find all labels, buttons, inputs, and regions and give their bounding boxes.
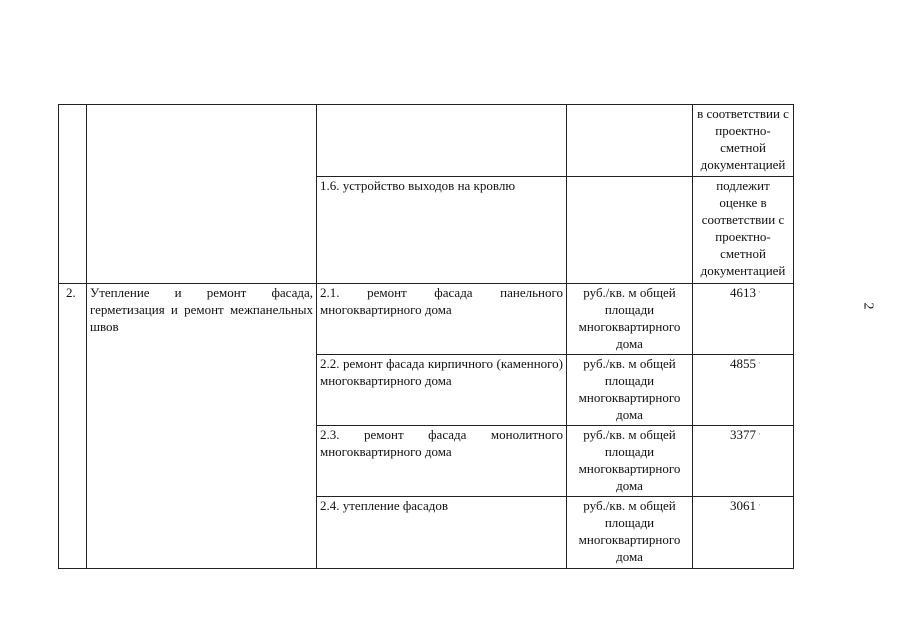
- cell-unit: руб./кв. м общей площади многоквартирного дома: [567, 497, 693, 569]
- tick-mark: ·: [758, 287, 761, 297]
- cell-value: подлежит оценке в соответствии с проектно-сметной документацией: [693, 177, 794, 284]
- cell-work-empty: [317, 105, 567, 177]
- cell-value: в соответствии с проектно-сметной документацией: [693, 105, 794, 177]
- tick-mark: ·: [758, 358, 761, 368]
- table-row: [59, 105, 794, 177]
- value-text: 3377: [730, 427, 756, 442]
- cell-work: 2.3. ремонт фасада монолитного многоквартирного дома: [317, 426, 567, 497]
- cell-unit: руб./кв. м общей площади многоквартирного дома: [567, 355, 693, 426]
- page-number: 2: [860, 302, 876, 310]
- value-text: 4613: [730, 285, 756, 300]
- cell-title-empty: [87, 105, 317, 284]
- cell-work: 1.6. устройство выходов на кровлю: [317, 177, 567, 284]
- tick-mark: ·: [758, 500, 761, 510]
- cell-section-number: 2.: [59, 284, 87, 569]
- cell-value: [693, 426, 794, 497]
- cell-unit: руб./кв. м общей площади многоквартирного дома: [567, 284, 693, 355]
- cell-number-empty: [59, 105, 87, 284]
- value-text: 3061: [730, 498, 756, 513]
- cost-table: [58, 104, 794, 569]
- cell-section-title: Утепление и ремонт фасада, герметизация и ремонт межпанельных швов: [87, 284, 317, 569]
- table-row: [59, 284, 794, 355]
- cell-value: [693, 355, 794, 426]
- cell-work: 2.1. ремонт фасада панельного многоквартирного дома: [317, 284, 567, 355]
- cell-work: 2.4. утепление фасадов: [317, 497, 567, 569]
- cell-value: [693, 497, 794, 569]
- cell-work: 2.2. ремонт фасада кирпичного (каменного) многоквартирного дома: [317, 355, 567, 426]
- cell-unit-empty: [567, 105, 693, 177]
- tick-mark: ·: [758, 429, 761, 439]
- cell-unit-empty: [567, 177, 693, 284]
- cell-value: [693, 284, 794, 355]
- cell-unit: руб./кв. м общей площади многоквартирного дома: [567, 426, 693, 497]
- value-text: 4855: [730, 356, 756, 371]
